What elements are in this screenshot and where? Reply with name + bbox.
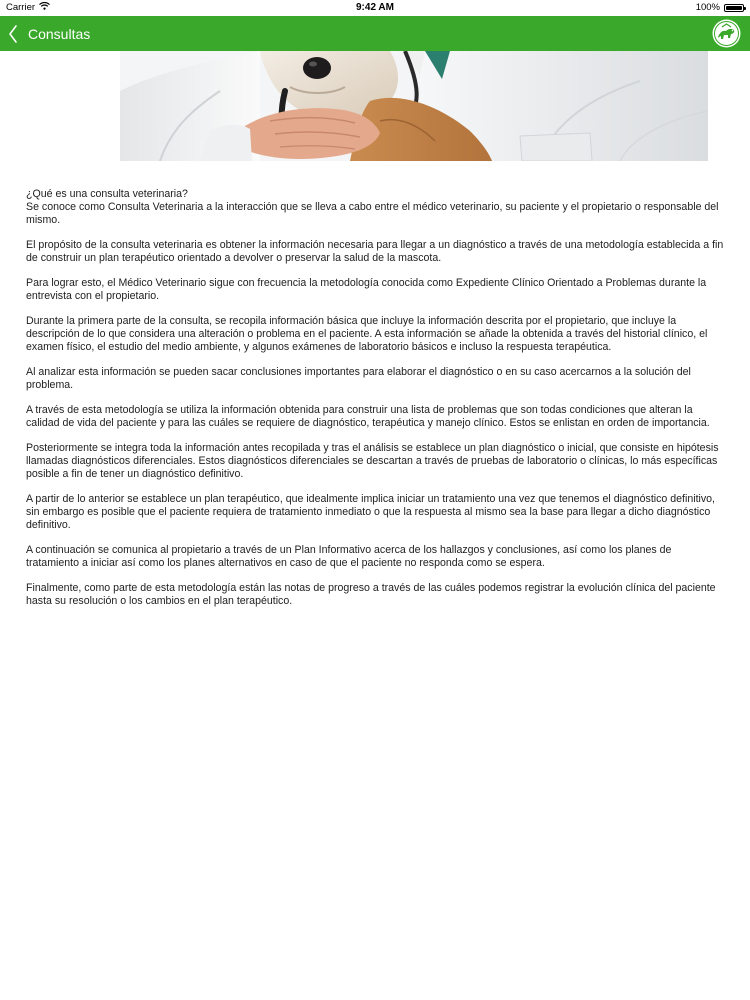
article-paragraph: Al analizar esta información se pueden sacar conclusiones importantes para elaborar el diagnóstico o en su caso acercarnos a la solución del problema.: [26, 366, 691, 391]
article-heading: ¿Qué es una consulta veterinaria?: [26, 188, 188, 200]
article-paragraph: A través de esta metodología se utiliza la información obtenida para construir una lista de problemas que son todas condiciones que alteran la calidad de vida del paciente y para las cuáles se requiere de diagnóstico, terapéutica y manejo clínico. Estos se enlistan en orden de importancia.: [26, 404, 710, 429]
battery-indicator: [696, 0, 744, 16]
article-paragraph: Durante la primera parte de la consulta, se recopila información básica que incluye la información descrita por el propietario, que incluye la descripción de lo que considera una alteración o problema en el paciente. A esta información se añade la obtenida a través del historial clínico, el examen físico, el estudio del medio ambiente, y algunos exámenes de laboratorio básicos e incluso la respuesta terapéutica.: [26, 315, 708, 353]
hero-image-vet-dog: [120, 51, 708, 161]
article-paragraph: El propósito de la consulta veterinaria es obtener la información necesaria para llegar a un diagnóstico a través de una metodología establecida a fin de construir un plan terapéutico orientado a devolver o preservar la salud de la mascota.: [26, 239, 724, 264]
chevron-left-icon[interactable]: [8, 25, 18, 43]
article-paragraph: A continuación se comunica al propietario a través de un Plan Informativo acerca de los hallazgos y conclusiones, así como los planes de tratamiento a iniciar así como los planes alternativos en caso de que el paciente no responda como se espera.: [26, 544, 672, 569]
article-paragraph: Finalmente, como parte de esta metodología están las notas de progreso a través de las cuáles podemos registrar la evolución clínica del paciente hasta su resolución o los cambios en el plan terapéutico.: [26, 582, 716, 607]
battery-icon: [724, 4, 744, 12]
back-button[interactable]: [8, 16, 90, 51]
battery-percent: 100%: [695, 2, 720, 13]
veterinary-logo-icon: [711, 18, 742, 49]
article-paragraph: A partir de lo anterior se establece un plan terapéutico, que idealmente implica iniciar un tratamiento una vez que tenemos el diagnóstico definitivo, sin embargo es posible que el paciente requiera de tratamiento inmediato o que la respuesta al mismo sea la base para llegar a dicho diagnóstico definitivo.: [26, 493, 716, 531]
status-bar: [0, 0, 750, 16]
article-paragraph: Se conoce como Consulta Veterinaria a la interacción que se lleva a cabo entre el médico veterinario, su paciente y el propietario o responsable del mismo.: [26, 201, 719, 226]
article-paragraph: Posteriormente se integra toda la información antes recopilada y tras el análisis se establece un plan diagnóstico o inicial, que consiste en hipótesis llamadas diagnósticos diferenciales. Estos diagnósticos diferenciales se descartan a través de pruebas de laboratorio o clínicas, lo más específicas posible a fin de tener un diagnóstico definitivo.: [26, 442, 719, 480]
page-title[interactable]: Consultas: [28, 25, 91, 42]
article-paragraph: Para lograr esto, el Médico Veterinario sigue con frecuencia la metodología conocida como Expediente Clínico Orientado a Problemas durante la entrevista con el propietario.: [26, 277, 707, 302]
article-content: [26, 188, 724, 620]
carrier-label: Carrier: [6, 2, 36, 13]
status-time: 9:42 AM: [356, 2, 394, 13]
navigation-bar: [0, 16, 750, 51]
